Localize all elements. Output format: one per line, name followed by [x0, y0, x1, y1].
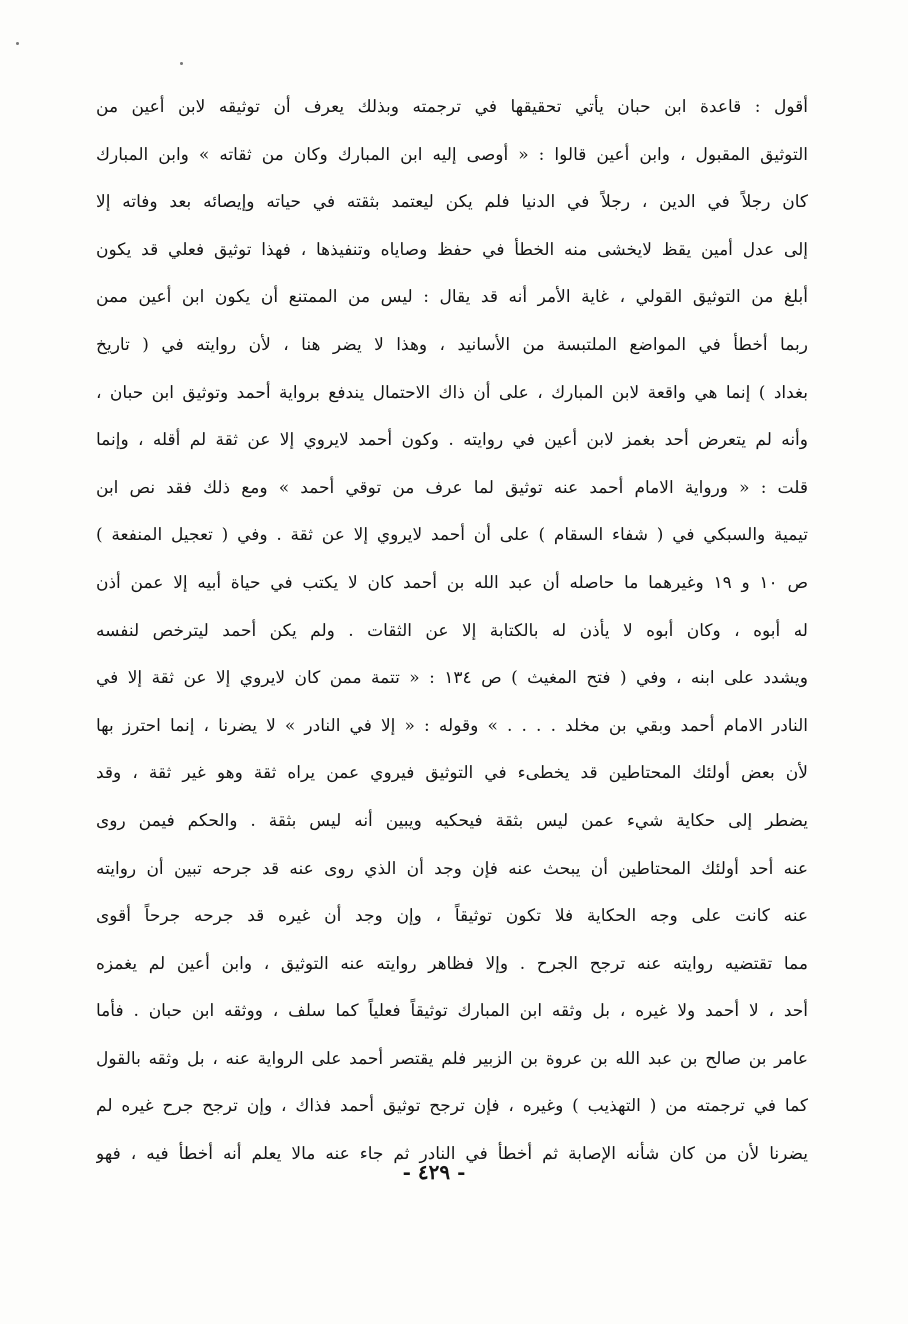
text-line: وأنه لم يتعرض أحد بغمز لابن أعين في روايته . وكون أحمد لايروي إلا عن ثقة لم أقله ، وإنما — [96, 430, 808, 451]
text-line: كما في ترجمته من ( التهذيب ) وغيره ، فإن ترجح توثيق أحمد فذاك ، وإن ترجح جرح غيره لم — [96, 1096, 808, 1117]
text-line: كان رجلاً في الدين ، رجلاً في الدنيا فلم يكن ليعتمد بثقته في حياته وإيصائه بعد وفاته إلا — [96, 192, 808, 213]
text-line: عامر بن صالح بن عبد الله بن عروة بن الزبير فلم يقتصر أحمد على الرواية عنه ، بل وثقه بالقول — [96, 1048, 808, 1069]
text-line: تيمية والسبكي في ( شفاء السقام ) على أن أحمد لايروي إلا عن ثقة . وفي ( تعجيل المنفعة ) — [96, 525, 808, 546]
page-number: - ٤٢٩ - — [402, 1160, 466, 1184]
text-line: قلت : « ورواية الامام أحمد عنه توثيق لما عرف من توقي أحمد » ومع ذلك فقد نص ابن — [96, 477, 808, 498]
text-line: مما تقتضيه روايته عنه ترجح الجرح . وإلا فظاهر روايته عنه التوثيق ، وابن أعين لم يغمزه — [96, 953, 808, 974]
text-line: عنه كانت على وجه الحكاية فلا تكون توثيقاً ، وإن وجد أن غيره قد جرحه جرحاً أقوى — [96, 906, 808, 927]
text-line: أقول : قاعدة ابن حبان يأتي تحقيقها في ترجمته وبذلك يعرف أن توثيقه لابن أعين من — [96, 97, 808, 117]
scan-speck — [180, 62, 183, 65]
text-line: أحد ، لا أحمد ولا غيره ، بل وثقه ابن المبارك توثيقاً فعلياً كما سلف ، ووثقه ابن حبان . فأما — [96, 1001, 808, 1022]
scan-speck — [16, 42, 19, 45]
text-line: لأن بعض أولئك المحتاطين قد يخطىء في التوثيق فيروي عمن يراه ثقة وهو غير ثقة ، وقد — [96, 763, 808, 784]
text-line: إلى عدل أمين يقظ لايخشى منه الخطأ في حفظ وصاياه وتنفيذها ، فهذا توثيق فعلي قد يكون — [96, 239, 808, 260]
text-line: بغداد ) إنما هي واقعة لابن المبارك ، على أن ذاك الاحتمال يندفع برواية أحمد وتوثيق ابن حبان ، — [96, 382, 808, 403]
body-text — [96, 84, 808, 1179]
text-line: يضرنا لأن من كان شأنه الإصابة ثم أخطأ في النادر ثم جاء عنه مالا يعلم أنه أخطأ فيه ، فهو — [96, 1144, 808, 1165]
text-line: يضطر إلى حكاية شيء عمن ليس بثقة فيحكيه ويبين أنه ليس بثقة . والحكم فيمن روى — [96, 810, 808, 831]
text-line: أبلغ من التوثيق القولي ، غاية الأمر أنه قد يقال : ليس من الممتنع أن يكون ابن أعين ممن — [96, 287, 808, 308]
text-line: النادر الامام أحمد وبقي بن مخلد . . . . » وقوله : « إلا في النادر » لا يضرنا ، إنما احترز بها — [96, 715, 808, 736]
text-line: ويشدد على ابنه ، وفي ( فتح المغيث ) ص ١٣٤ : « تتمة ممن كان لايروي إلا عن ثقة إلا في — [96, 668, 808, 689]
text-line: ص ١٠ و ١٩ وغيرهما ما حاصله أن عبد الله بن أحمد كان لا يكتب في حياة أبيه إلا عمن أذن — [96, 572, 808, 593]
text-line: له أبوه ، وكان أبوه لا يأذن له بالكتابة إلا عن الثقات . ولم يكن أحمد ليترخص لنفسه — [96, 620, 808, 641]
text-line: عنه أحد أولئك المحتاطين أن يبحث عنه فإن وجد أن الذي روى عنه قد جرحه تبين أن روايته — [96, 858, 808, 879]
text-line: ربما أخطأ في المواضع الملتبسة من الأسانيد ، وهذا لا يضر هنا ، لأن روايته في ( تاريخ — [96, 334, 808, 355]
text-line: التوثيق المقبول ، وابن أعين قالوا : « أوصى إليه ابن المبارك وكان من ثقاته » وابن المبارك — [96, 144, 808, 165]
